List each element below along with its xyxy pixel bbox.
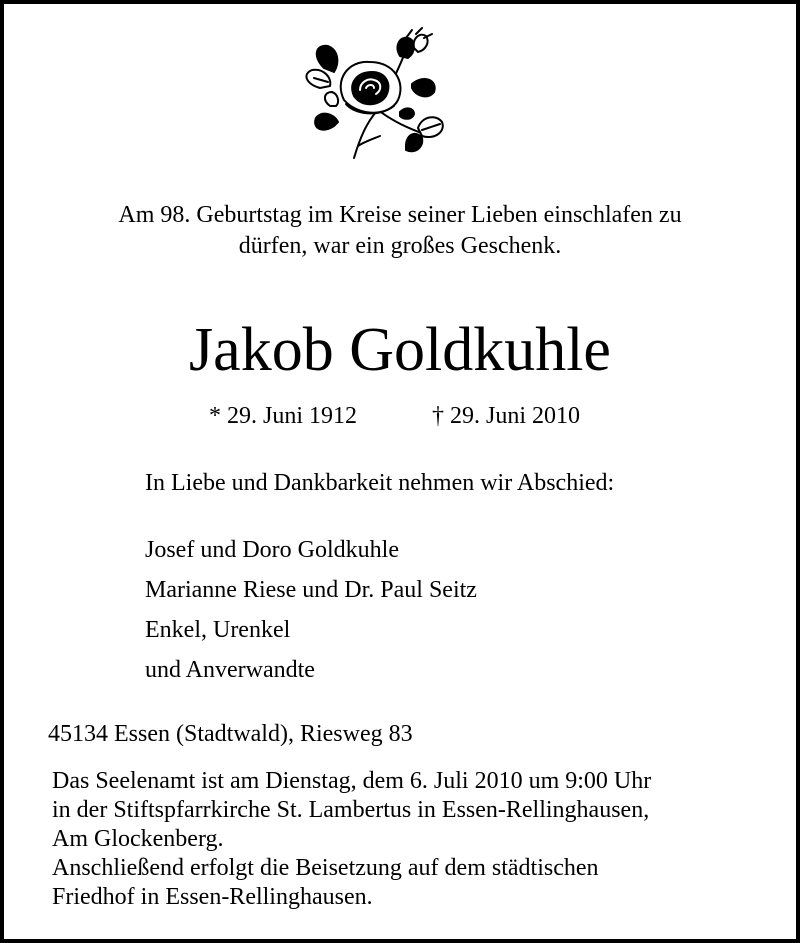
mourners-list [145, 530, 477, 690]
service-line: Anschließend erfolgt die Beisetzung auf dem städtischen [52, 855, 599, 881]
mourner-entry: Enkel, Urenkel [145, 617, 291, 643]
mourner-entry: Josef und Doro Goldkuhle [145, 537, 399, 563]
service-line: Am Glockenberg. [52, 826, 224, 852]
service-line: Friedhof in Essen-Rellinghausen. [52, 884, 373, 910]
rose-icon [294, 26, 454, 164]
intro-text [4, 200, 796, 262]
intro-line: dürfen, war ein großes Geschenk. [238, 233, 562, 259]
farewell-text: In Liebe und Dankbarkeit nehmen wir Abschied: [145, 470, 615, 496]
service-line: in der Stiftspfarrkirche St. Lambertus in Essen-Rellinghausen, [52, 797, 650, 823]
deceased-name: Jakob Goldkuhle [189, 316, 611, 384]
mourner-entry: Marianne Riese und Dr. Paul Seitz [145, 577, 477, 603]
service-line: Das Seelenamt ist am Dienstag, dem 6. Juli 2010 um 9:00 Uhr [52, 768, 652, 794]
death-date: † 29. Juni 2010 [432, 403, 581, 429]
service-info [52, 767, 651, 912]
birth-date: * 29. Juni 1912 [209, 403, 358, 429]
intro-line: Am 98. Geburtstag im Kreise seiner Lieben einschlafen zu [118, 202, 682, 228]
mourner-entry: und Anverwandte [145, 657, 315, 683]
mourner-address: 45134 Essen (Stadtwald), Riesweg 83 [48, 721, 413, 747]
